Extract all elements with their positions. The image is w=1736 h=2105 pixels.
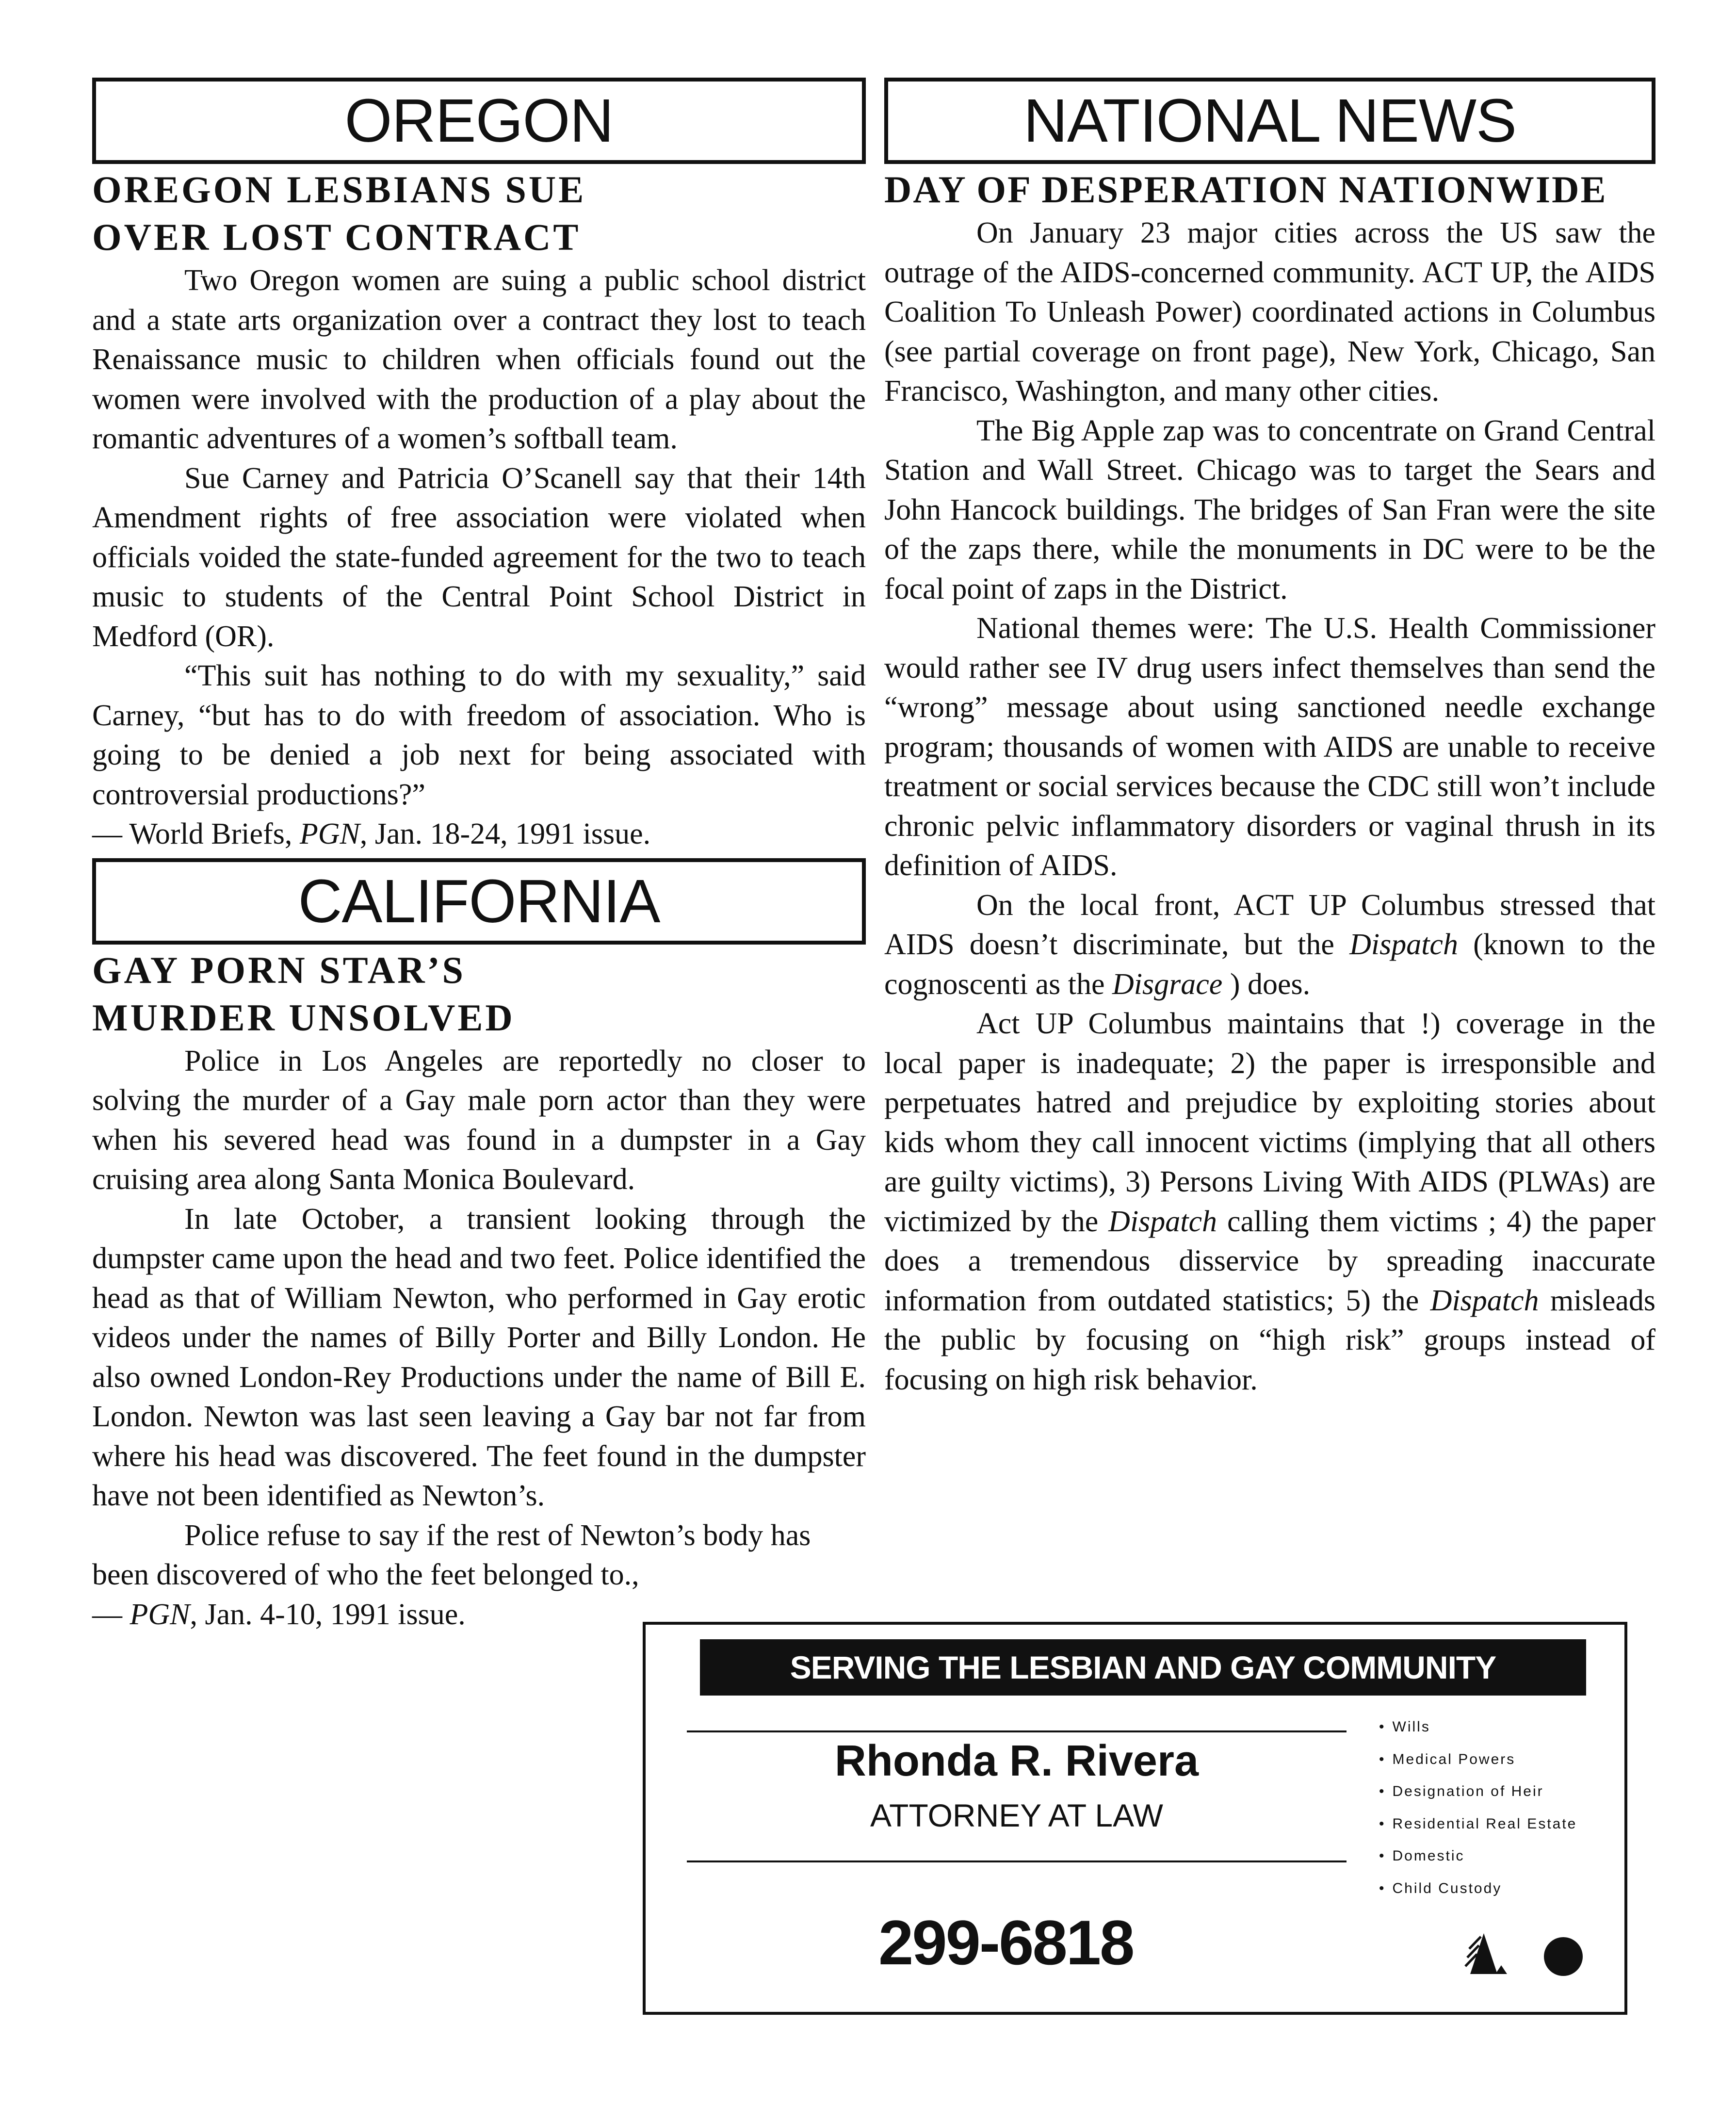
source-credit: — PGN, Jan. 4-10, 1991 issue.	[92, 1598, 466, 1631]
ad-divider-bottom	[687, 1860, 1347, 1862]
attorney-title: ATTORNEY AT LAW	[870, 1797, 1163, 1833]
left-column	[92, 78, 866, 1634]
article-paragraph: Act UP Columbus maintains that !) coverage in the local paper is inadequate; 2) the paper is irresponsible and perpetuates hatred and prejudice by exploiting stories about kids whom they call innocent victims (implying that all others are guilty victims), 3) Persons Living With AIDS (PLWAs) are victimized by the Dispatch calling them victims ; 4) the paper does a tremendous disservice by spreading inaccurate information from outdated statistics; 5) the Dispatch misleads the public by focusing on “high risk” groups instead of focusing on high risk behavior.	[884, 1007, 1655, 1396]
dispatch-ref: Dispatch	[1349, 928, 1458, 961]
headline-national	[884, 166, 1655, 213]
headline-line: OVER LOST CONTRACT	[92, 216, 581, 258]
article-paragraph: The Big Apple zap was to concentrate on Grand Central Station and Wall Street. Chicago was to target the Sears and John Hancock buildings. The bridges of San Fran were the site of the zaps there, while the monuments in DC were to be the focal point of zaps in the District.	[884, 414, 1655, 605]
attorney-name: Rhonda R. Rivera	[834, 1737, 1199, 1785]
dispatch-ref: Dispatch	[1108, 1205, 1217, 1238]
service-item: • Residential Real Estate	[1379, 1808, 1577, 1841]
dispatch-ref: Dispatch	[1430, 1284, 1539, 1317]
article-paragraph: Two Oregon women are suing a public school district and a state arts organization over a contract they lost to teach Renaissance music to children when officials found out the women were involved with the production of a play about the romantic adventures of a women’s softball team.	[92, 264, 866, 455]
ad-divider-top	[687, 1730, 1347, 1732]
disgrace-ref: Disgrace	[1112, 967, 1223, 1001]
phone-number: 299-6818	[878, 1907, 1134, 1978]
article-paragraph: On the local front, ACT UP Columbus stressed that AIDS doesn’t discriminate, but the Dispatch (known to the cognoscenti as the Disgrace ) does.	[884, 888, 1655, 1001]
article-paragraph: On January 23 major cities across the US saw the outrage of the AIDS-concerned community. ACT UP, the AIDS Coalition To Unleash Power) coordinated actions in Columbus (see partial coverage on front page), New York, Chicago, San Francisco, Washington, and many other cities.	[884, 216, 1655, 408]
right-column	[884, 78, 1655, 1400]
article-paragraph: Police in Los Angeles are reportedly no closer to solving the murder of a Gay male porn actor than they were when his severed head was found in a dumpster in a Gay cruising area along Santa Monica Boulevard.	[92, 1044, 866, 1196]
section-header-oregon: OREGON	[92, 78, 866, 164]
ad-banner: SERVING THE LESBIAN AND GAY COMMUNITY	[700, 1639, 1586, 1696]
source-publication: PGN	[299, 817, 360, 850]
service-item: • Child Custody	[1379, 1873, 1577, 1905]
article-paragraph: Sue Carney and Patricia O’Scanell say that their 14th Amendment rights of free association were violated when officials voided the state-funded agreement for the two to teach music to students of the Central Point School District in Medford (OR).	[92, 461, 866, 653]
service-item: • Domestic	[1379, 1840, 1577, 1873]
headline-line: DAY OF DESPERATION NATIONWIDE	[884, 168, 1607, 211]
section-header-california: CALIFORNIA	[92, 858, 866, 945]
headline-line: MURDER UNSOLVED	[92, 996, 515, 1039]
article-paragraph: “This suit has nothing to do with my sexuality,” said Carney, “but has to do with freedom of association. Who is going to be denied a job next for being associated with controversial productions?”	[92, 659, 866, 811]
article-paragraph: In late October, a transient looking through the dumpster came upon the head and two feet. Police identified the head as that of William Newton, who performed in Gay erotic videos under the names of Billy Porter and Billy London. He also owned London-Rey Productions under the name of Bill E. London. Newton was last seen leaving a Gay bar not far from where his head was discovered. The feet found in the dumpster have not been identified as Newton’s.	[92, 1202, 866, 1512]
source-credit: — World Briefs, PGN, Jan. 18-24, 1991 issue.	[92, 817, 651, 850]
headline-california	[92, 946, 866, 1042]
service-item: • Wills	[1379, 1711, 1577, 1744]
headline-line: GAY PORN STAR’S	[92, 948, 466, 991]
attorney-advertisement	[643, 1622, 1627, 2015]
services-list	[1379, 1711, 1577, 1905]
article-paragraph: National themes were: The U.S. Health Commissioner would rather see IV drug users infect themselves than send the “wrong” message about using sanctioned needle exchange program; thousands of women with AIDS are unable to receive treatment or social services because the CDC still won’t include chronic pelvic inflammatory disorders or vaginal thrush in its definition of AIDS.	[884, 612, 1655, 882]
section-header-national-news: NATIONAL NEWS	[884, 78, 1655, 164]
article-paragraph: Police refuse to say if the rest of Newton’s body has been discovered of who the feet belonged to.,	[92, 1518, 811, 1591]
service-item: • Medical Powers	[1379, 1744, 1577, 1776]
headline-oregon	[92, 166, 866, 261]
triangle-circle-logo-icon	[1451, 1929, 1601, 1978]
source-publication: PGN	[130, 1598, 190, 1631]
service-item: • Designation of Heir	[1379, 1776, 1577, 1808]
headline-line: OREGON LESBIANS SUE	[92, 168, 586, 211]
